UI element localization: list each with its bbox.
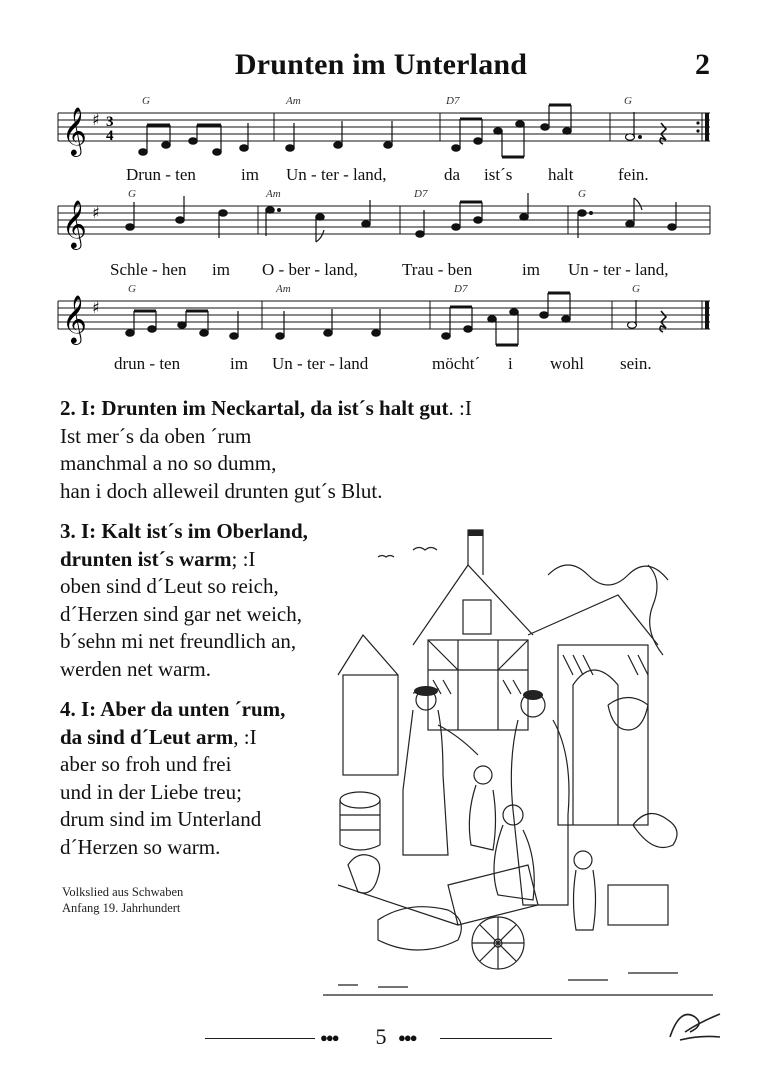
- song-credit: [62, 884, 183, 916]
- chord: G: [632, 283, 640, 295]
- lyric-syllable: Un - ter - land: [272, 354, 369, 373]
- ornament-left-icon: ●●●: [320, 1030, 338, 1045]
- music-system-1: [58, 95, 710, 190]
- page-number: 5: [375, 1024, 387, 1049]
- lyric-syllable: ist´s: [484, 165, 513, 184]
- chord: Am: [286, 95, 301, 107]
- verse-line: drum sind im Unterland: [60, 807, 262, 831]
- chord: Am: [266, 188, 281, 200]
- song-title: Drunten im Unterland: [234, 48, 528, 81]
- chord: G: [624, 95, 632, 107]
- verse-3-refrain-line-1: 3. I: Kalt ist´s im Oberland,: [60, 519, 308, 543]
- chord: G: [142, 95, 150, 107]
- chord: G: [128, 283, 136, 295]
- ornament-right-icon: ●●●: [398, 1030, 416, 1045]
- svg-text:3: 3: [106, 114, 114, 130]
- flourish-ornament-icon: [665, 1002, 725, 1042]
- lyric-syllable: Schle - hen: [110, 260, 187, 279]
- verse-3-repeat-mark: ; :I: [231, 546, 256, 571]
- lyric-syllable: möcht´: [432, 354, 481, 373]
- lyric-syllable: wohl: [550, 354, 584, 373]
- svg-text:♯: ♯: [92, 203, 100, 222]
- music-system-3: [58, 283, 710, 378]
- lyric-syllable: drun - ten: [114, 354, 181, 373]
- treble-clef-icon: 𝄞: [62, 294, 87, 343]
- verse-4-refrain-line-1: 4. I: Aber da unten ´rum,: [60, 697, 286, 721]
- lyric-syllable: Drun - ten: [126, 165, 196, 184]
- verse-line: han i doch alleweil drunten gut´s Blut.: [60, 478, 383, 503]
- verse-4-repeat-mark: , :I: [233, 724, 257, 749]
- village-scene-illustration: [318, 525, 718, 1010]
- lyric-syllable: Un - ter - land,: [568, 260, 669, 279]
- chord: G: [578, 188, 586, 200]
- svg-text:♯: ♯: [92, 298, 100, 317]
- verse-2-repeat-mark: . :I: [448, 396, 472, 420]
- svg-text:♯: ♯: [92, 110, 100, 129]
- footer-rule-right: [440, 1038, 552, 1039]
- treble-clef-icon: 𝄞: [62, 106, 87, 155]
- music-system-2: [58, 188, 710, 283]
- verse-line: d´Herzen sind gar net weich,: [60, 601, 302, 626]
- lyric-syllable: fein.: [618, 165, 649, 184]
- lyric-syllable: im: [241, 165, 259, 184]
- lyric-syllable: Un - ter - land,: [286, 165, 387, 184]
- credit-date: Anfang 19. Jahrhundert: [62, 901, 181, 915]
- verse-line: und in der Liebe treu;: [60, 779, 242, 804]
- lyric-syllable: da: [444, 165, 461, 184]
- verse-line: oben sind d´Leut so reich,: [60, 574, 279, 598]
- svg-text:4: 4: [106, 128, 114, 144]
- verse-3-refrain-line-2: drunten ist´s warm: [60, 546, 232, 571]
- chord: D7: [454, 283, 468, 295]
- chord: G: [128, 188, 136, 200]
- chord: D7: [414, 188, 428, 200]
- credit-origin: Volkslied aus Schwaben: [62, 885, 184, 899]
- staff-3: [58, 283, 710, 353]
- lyric-syllable: im: [212, 260, 230, 279]
- chord: Am: [276, 283, 291, 295]
- verse-2-refrain: 2. I: Drunten im Neckartal, da ist´s halt gut: [60, 396, 449, 420]
- treble-clef-icon: 𝄞: [62, 199, 87, 248]
- chord: D7: [446, 95, 460, 107]
- lyric-syllable: Trau - ben: [402, 260, 473, 279]
- verse-line: aber so froh und frei: [60, 752, 232, 776]
- verse-line: werden net warm.: [60, 656, 212, 681]
- lyric-syllable: halt: [548, 165, 574, 184]
- verse-line: Ist mer´s da oben ´rum: [60, 423, 252, 448]
- song-number: 2: [695, 48, 710, 81]
- verse-line: manchmal a no so dumm,: [60, 451, 277, 475]
- verse-2: [60, 395, 510, 505]
- verse-line: b´sehn mi net freundlich an,: [60, 629, 297, 653]
- verse-4-refrain-line-2: da sind d´Leut arm: [60, 724, 234, 749]
- staff-1: [58, 95, 710, 165]
- lyric-syllable: sein.: [620, 354, 652, 373]
- lyric-syllable: im: [522, 260, 540, 279]
- staff-2: [58, 188, 710, 258]
- lyric-syllable: im: [230, 354, 248, 373]
- lyric-syllable: i: [508, 354, 513, 373]
- lyric-syllable: O - ber - land,: [262, 260, 358, 279]
- verse-line: d´Herzen so warm.: [60, 834, 221, 859]
